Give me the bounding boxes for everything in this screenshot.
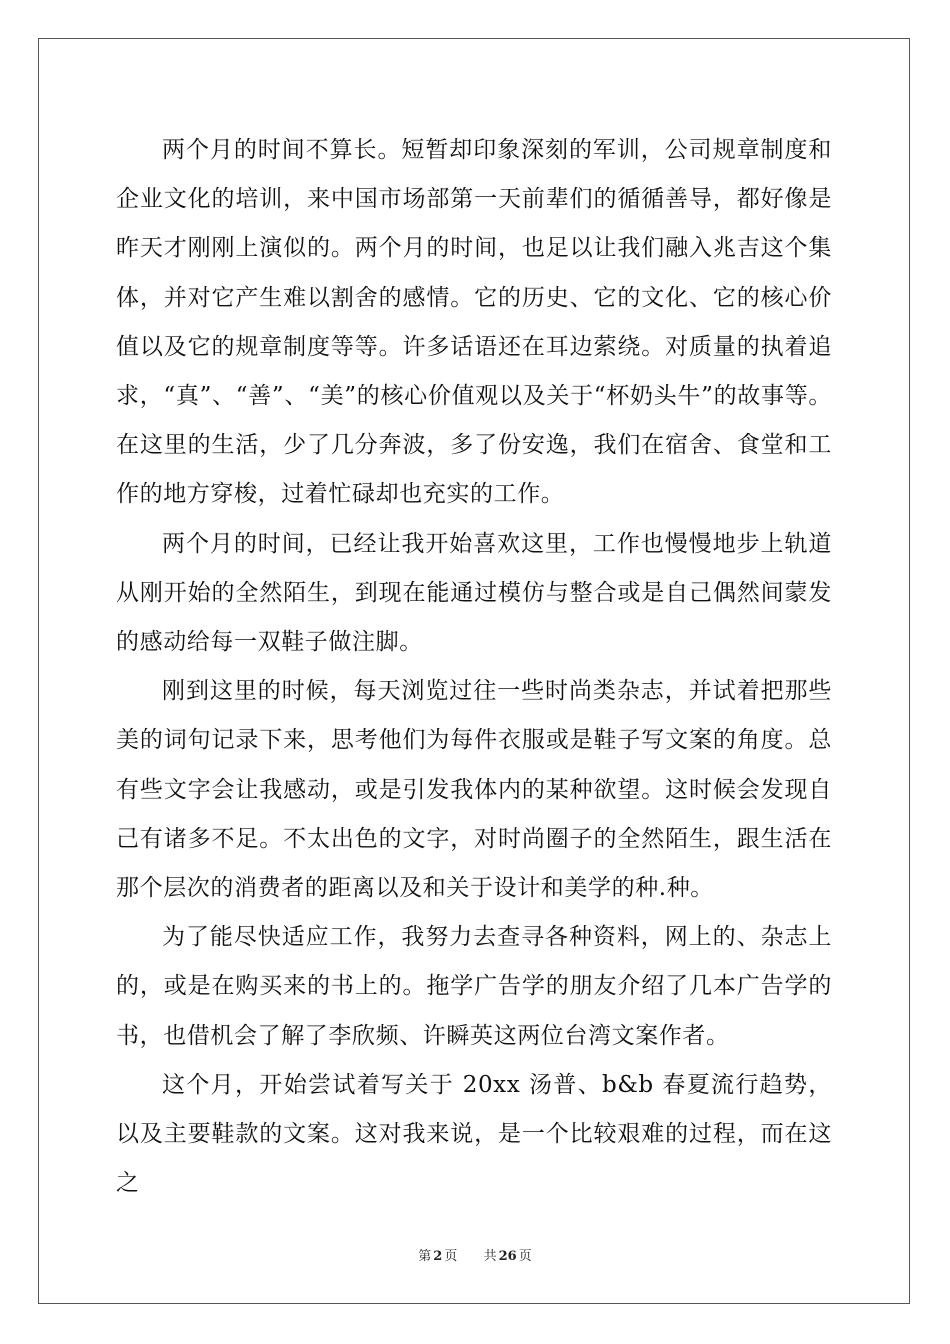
- paragraph-5: 这个月，开始尝试着写关于 20xx 汤普、b&b 春夏流行趋势，以及主要鞋款的文案。这对我来说，是一个比较艰难的过程，而在这之: [116, 1071, 832, 1197]
- footer-page-total: 26: [498, 1249, 517, 1264]
- footer-page-suffix: 页: [444, 1249, 458, 1264]
- paragraph-3: 刚到这里的时候，每天浏览过往一些时尚类杂志，并试着把那些美的词句记录下来，思考他们为每件衣服或是鞋子写文案的角度。总有些文字会让我感动，或是引发我体内的某种欲望。这时候会发现自己有诸多不足。不太出色的文字，对时尚圈子的全然陌生，跟生活在那个层次的消费者的距离以及和关于设计和美学的种.种。: [116, 678, 832, 902]
- footer-total-prefix: 共: [483, 1249, 497, 1264]
- footer-total-suffix: 页: [518, 1249, 532, 1264]
- paragraph-4: 为了能尽快适应工作，我努力去查寻各种资料，网上的、杂志上的，或是在购买来的书上的。拖学广告学的朋友介绍了几本广告学的书，也借机会了解了李欣频、许瞬英这两位台湾文案作者。: [116, 924, 832, 1049]
- footer-page-prefix: 第: [418, 1249, 432, 1264]
- footer-page-current: 2: [433, 1249, 443, 1264]
- page-footer: [0, 1245, 950, 1264]
- document-body: [116, 126, 832, 1208]
- paragraph-1: 两个月的时间不算长。短暂却印象深刻的军训，公司规章制度和企业文化的培训，来中国市场部第一天前辈们的循循善导，都好像是昨天才刚刚上演似的。两个月的时间，也足以让我们融入兆吉这个集体，并对它产生难以割舍的感情。它的历史、它的文化、它的核心价值以及它的规章制度等等。许多话语还在耳边萦绕。对质量的执着追求，“真”、“善”、“美”的核心价值观以及关于“杯奶头牛”的故事等。在这里的生活，少了几分奔波，多了份安逸，我们在宿舍、食堂和工作的地方穿梭，过着忙碌却也充实的工作。: [116, 137, 832, 508]
- paragraph-2: 两个月的时间，已经让我开始喜欢这里，工作也慢慢地步上轨道从刚开始的全然陌生，到现在能通过模仿与整合或是自己偶然间蒙发的感动给每一双鞋子做注脚。: [116, 530, 832, 656]
